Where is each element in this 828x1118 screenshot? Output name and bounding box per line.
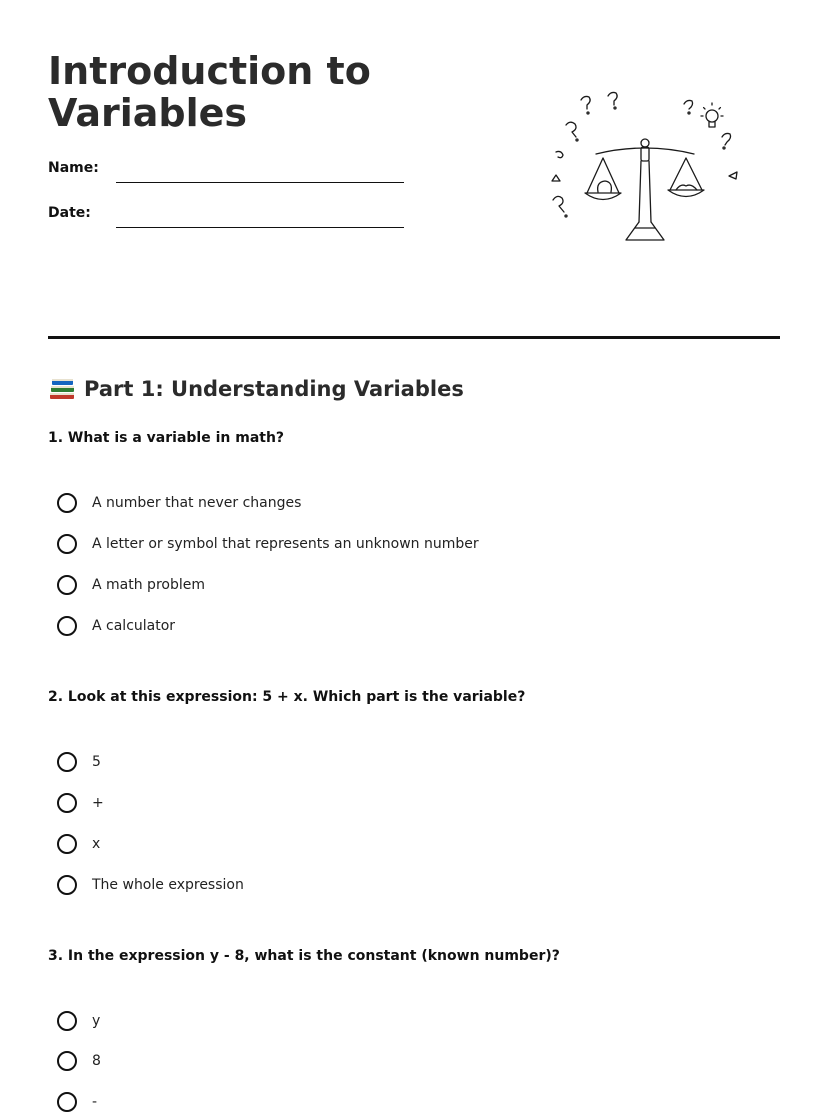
radio-button[interactable] [57,1051,77,1071]
radio-button[interactable] [57,493,77,513]
q2-option-c[interactable] [57,831,100,857]
date-input-line[interactable] [116,227,404,228]
part-1-heading [48,374,464,404]
radio-button[interactable] [57,575,77,595]
q3-option-a[interactable] [57,1008,100,1034]
name-input-line[interactable] [116,182,404,183]
title-line-2: Variables [48,91,247,135]
q1-option-d[interactable] [57,613,175,639]
q2-option-b[interactable] [57,790,104,816]
name-label: Name: [48,160,99,176]
q3-option-b[interactable] [57,1048,101,1074]
date-field[interactable] [48,205,408,235]
title-line-1: Introduction to [48,49,371,93]
part-1-title: Part 1: Understanding Variables [84,377,464,401]
option-label: A calculator [92,618,176,634]
radio-button[interactable] [57,1092,77,1112]
option-label: - [92,1094,98,1110]
option-label: The whole expression [92,877,244,893]
question-2-text: 2. Look at this expression: 5 + x. Which part is the variable? [48,689,526,705]
q2-option-d[interactable] [57,872,244,898]
q2-option-a[interactable] [57,749,101,775]
question-3-text: 3. In the expression y - 8, what is the constant (known number)? [48,948,560,964]
option-label: 8 [92,1053,101,1069]
radio-button[interactable] [57,875,77,895]
page-title [48,50,468,134]
q1-option-a[interactable] [57,490,301,516]
option-label: A letter or symbol that represents an unknown number [92,536,479,552]
question-1-text: 1. What is a variable in math? [48,430,285,446]
date-label: Date: [48,205,91,221]
radio-button[interactable] [57,752,77,772]
name-field[interactable] [48,160,408,190]
option-label: 5 [92,754,101,770]
books-icon [48,376,76,402]
option-label: A number that never changes [92,495,302,511]
radio-button[interactable] [57,793,77,813]
q3-option-c[interactable] [57,1089,97,1115]
option-label: x [92,836,101,852]
option-label: A math problem [92,577,205,593]
q1-option-b[interactable] [57,531,479,557]
radio-button[interactable] [57,616,77,636]
option-label: y [92,1013,101,1029]
q1-option-c[interactable] [57,572,205,598]
radio-button[interactable] [57,1011,77,1031]
radio-button[interactable] [57,834,77,854]
option-label: + [92,795,104,811]
balance-scale-icon [540,88,750,248]
radio-button[interactable] [57,534,77,554]
section-divider [48,336,780,339]
